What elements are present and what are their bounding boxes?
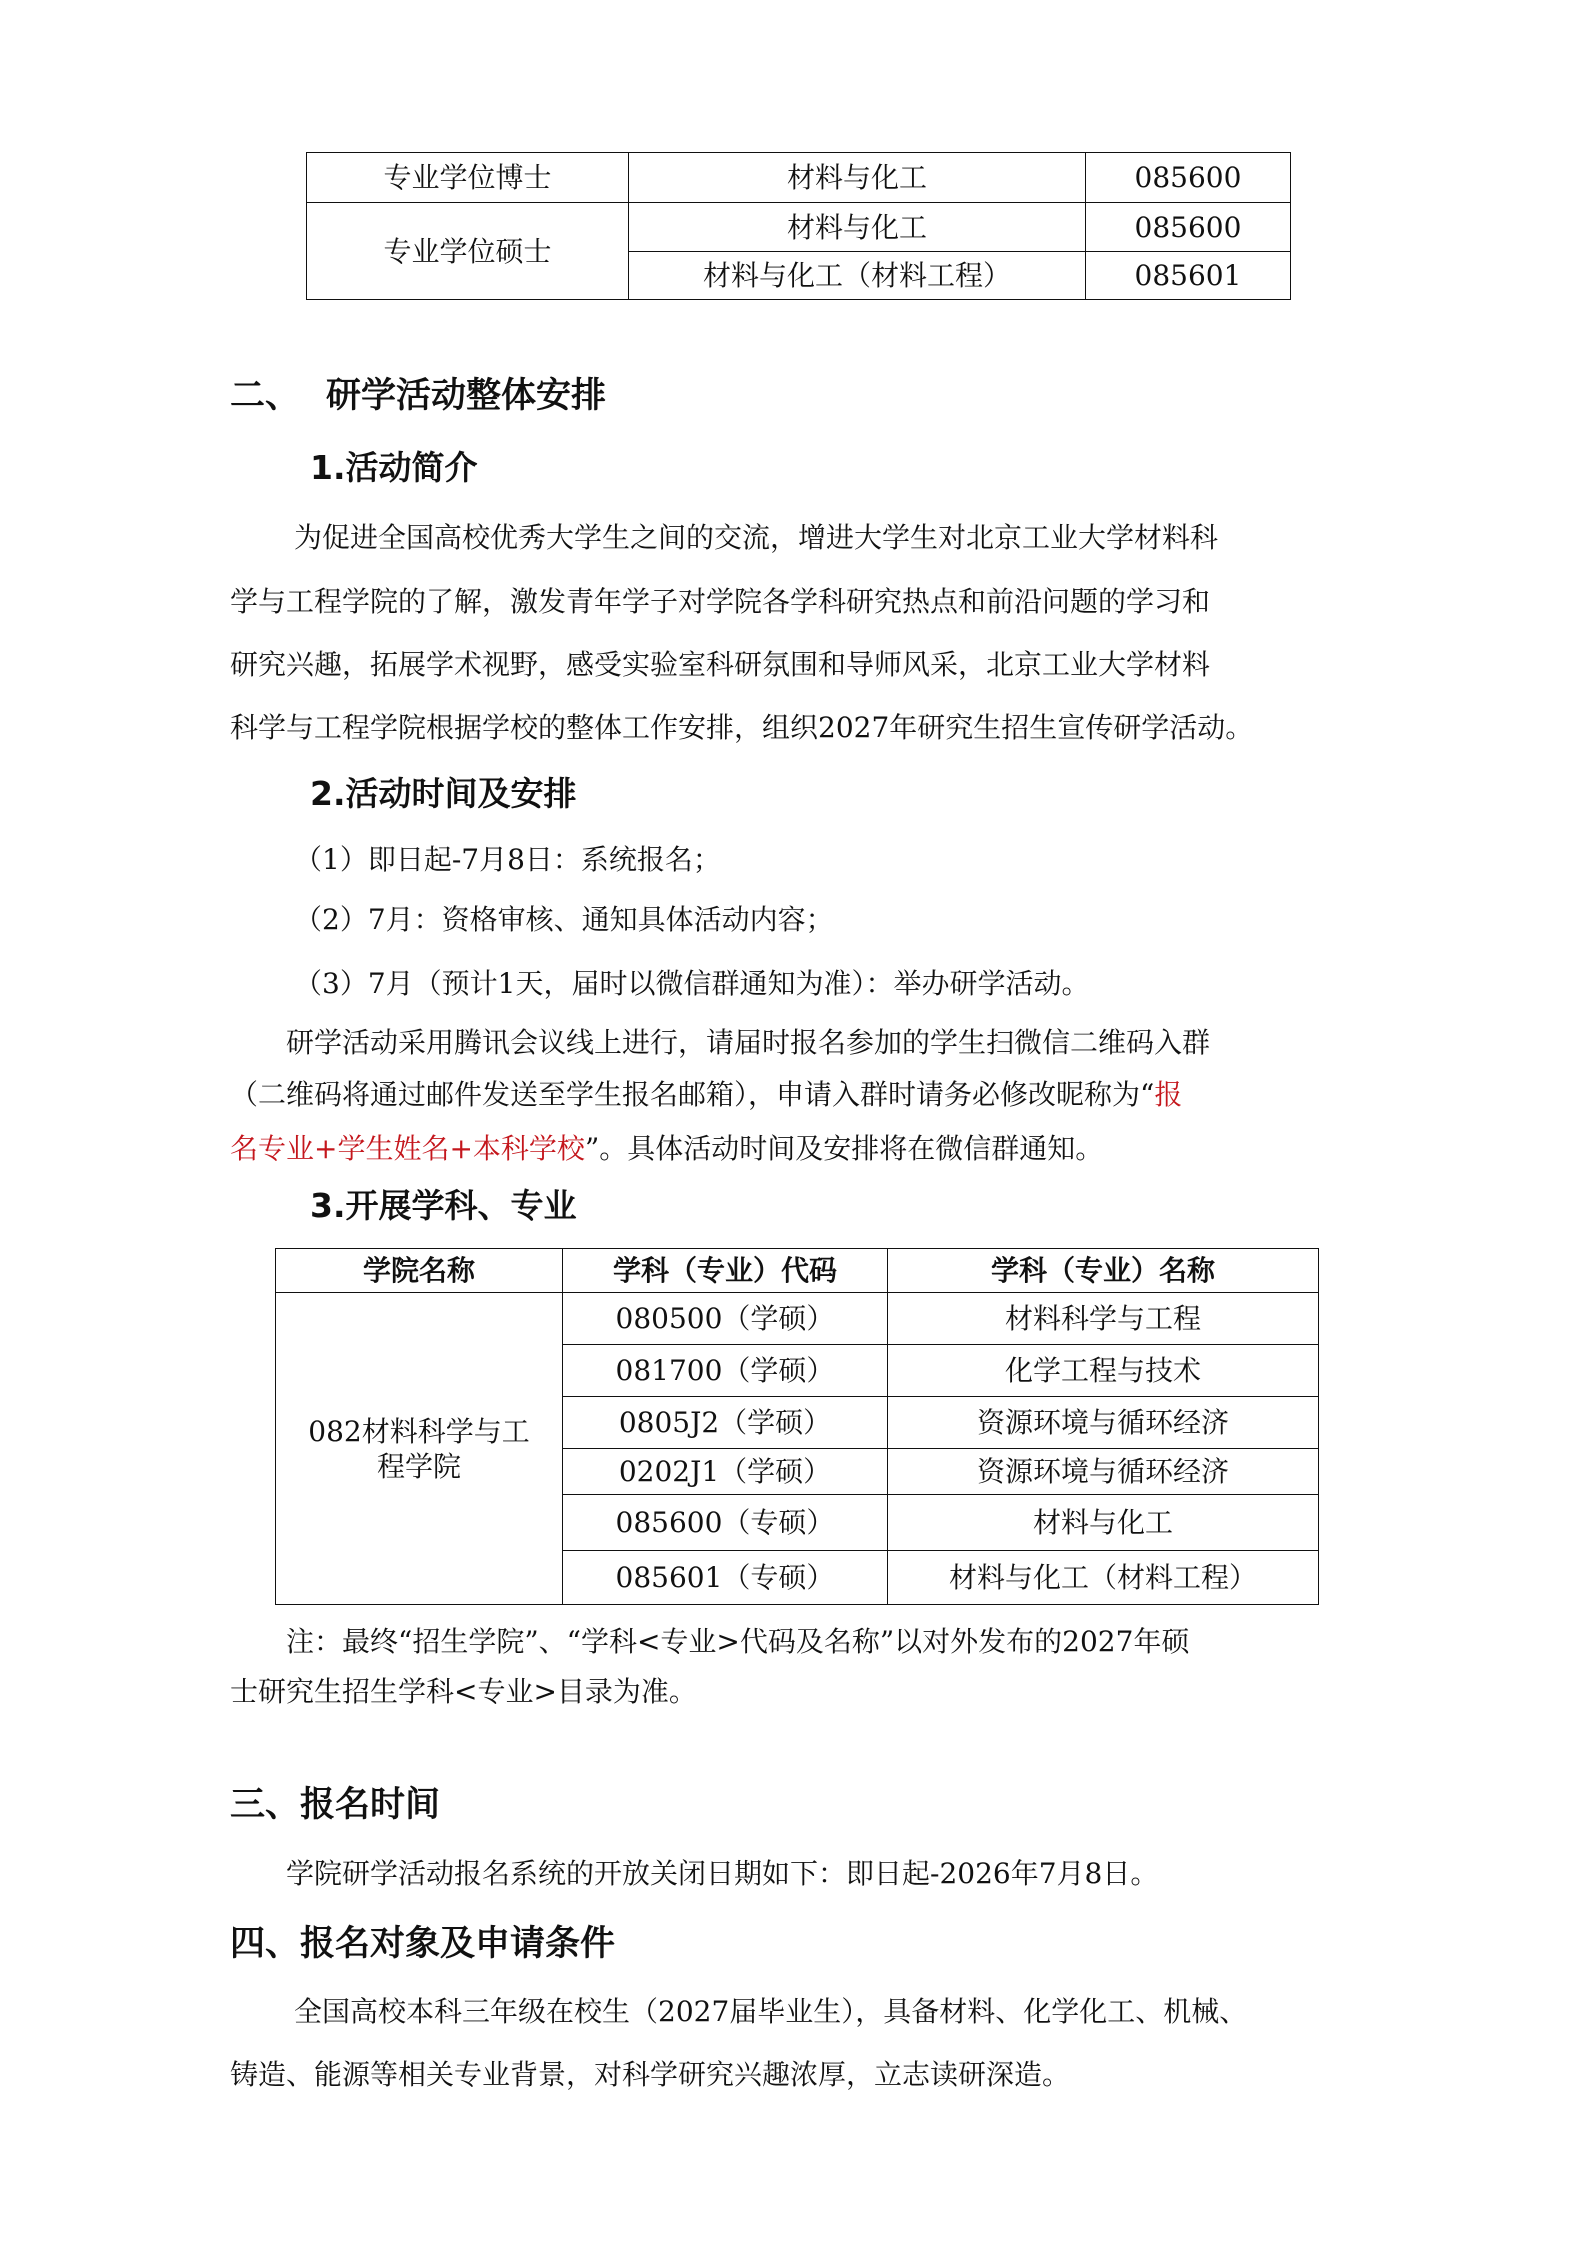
header-name: 学科（专业）名称: [888, 1249, 1319, 1293]
discipline-name-cell: 资源环境与循环经济: [888, 1397, 1319, 1449]
table-header-row: [276, 1249, 1319, 1293]
discipline-name-cell: 材料与化工: [888, 1495, 1319, 1551]
section-2-heading: 研学活动整体安排: [326, 376, 607, 416]
section-2-heading-number: 二、: [230, 376, 301, 416]
nickname-format-highlight: 报: [1154, 1078, 1183, 1111]
section-3-heading: 三、报名时间: [230, 1785, 441, 1825]
online-info-line: 名专业+学生姓名+本科学校”。具体活动时间及安排将在微信群通知。: [230, 1132, 1104, 1165]
header-college: 学院名称: [276, 1249, 563, 1293]
intro-line: 学与工程学院的了解，激发青年学子对学院各学科研究热点和前沿问题的学习和: [230, 585, 1211, 618]
discipline-code-cell: 081700（学硕）: [563, 1345, 888, 1397]
discipline-code-cell: 080500（学硕）: [563, 1293, 888, 1345]
eligibility-line: 铸造、能源等相关专业背景，对科学研究兴趣浓厚，立志读研深造。: [230, 2058, 1071, 2091]
discipline-name-cell: 化学工程与技术: [888, 1345, 1319, 1397]
discipline-code-cell: 0202J1（学硕）: [563, 1449, 888, 1495]
degree-table: [306, 152, 1291, 300]
discipline-code-cell: 0805J2（学硕）: [563, 1397, 888, 1449]
table-row: [276, 1293, 1319, 1345]
schedule-item: （1）即日起-7月8日：系统报名；: [294, 843, 721, 876]
subheading-intro: 1.活动简介: [310, 448, 478, 487]
table-note-line: 士研究生招生学科<专业>目录为准。: [230, 1675, 697, 1708]
program-code-cell: 085601: [1086, 252, 1291, 300]
section-4-heading: 四、报名对象及申请条件: [230, 1924, 616, 1964]
program-name-cell: 材料与化工: [629, 203, 1086, 252]
table-row: [307, 203, 1291, 252]
registration-period-text: 学院研学活动报名系统的开放关闭日期如下：即日起-2026年7月8日。: [286, 1857, 1159, 1890]
program-name-cell: 材料与化工: [629, 153, 1086, 203]
program-code-cell: 085600: [1086, 203, 1291, 252]
intro-line: 研究兴趣，拓展学术视野，感受实验室科研氛围和导师风采，北京工业大学材料: [230, 648, 1211, 681]
discipline-table: [275, 1248, 1319, 1605]
discipline-name-cell: 材料与化工（材料工程）: [888, 1551, 1319, 1605]
discipline-code-cell: 085600（专硕）: [563, 1495, 888, 1551]
program-code-cell: 085600: [1086, 153, 1291, 203]
subheading-disciplines: 3.开展学科、专业: [310, 1186, 577, 1225]
table-note-line: 注：最终“招生学院”、“学科<专业>代码及名称”以对外发布的2027年硕: [286, 1625, 1190, 1658]
program-name-cell: 材料与化工（材料工程）: [629, 252, 1086, 300]
subheading-schedule: 2.活动时间及安排: [310, 774, 577, 813]
nickname-format-highlight: 名专业+学生姓名+本科学校: [230, 1132, 585, 1165]
online-info-line: （二维码将通过邮件发送至学生报名邮箱），申请入群时请务必修改昵称为“报: [230, 1078, 1183, 1111]
header-code: 学科（专业）代码: [563, 1249, 888, 1293]
online-info-line: 研学活动采用腾讯会议线上进行，请届时报名参加的学生扫微信二维码入群: [286, 1026, 1211, 1059]
college-name-cell: 082材料科学与工程学院: [276, 1293, 563, 1605]
discipline-code-cell: 085601（专硕）: [563, 1551, 888, 1605]
discipline-name-cell: 材料科学与工程: [888, 1293, 1319, 1345]
schedule-item: （3）7月（预计1天，届时以微信群通知为准）：举办研学活动。: [294, 967, 1090, 1000]
schedule-item: （2）7月：资格审核、通知具体活动内容；: [294, 903, 834, 936]
table-row: [307, 153, 1291, 203]
eligibility-line: 全国高校本科三年级在校生（2027届毕业生），具备材料、化学化工、机械、: [294, 1995, 1248, 2028]
degree-type-cell: 专业学位硕士: [307, 203, 629, 300]
discipline-name-cell: 资源环境与循环经济: [888, 1449, 1319, 1495]
intro-line: 科学与工程学院根据学校的整体工作安排，组织2027年研究生招生宣传研学活动。: [230, 711, 1254, 744]
intro-line: 为促进全国高校优秀大学生之间的交流，增进大学生对北京工业大学材料科: [294, 521, 1219, 554]
degree-type-cell: 专业学位博士: [307, 153, 629, 203]
